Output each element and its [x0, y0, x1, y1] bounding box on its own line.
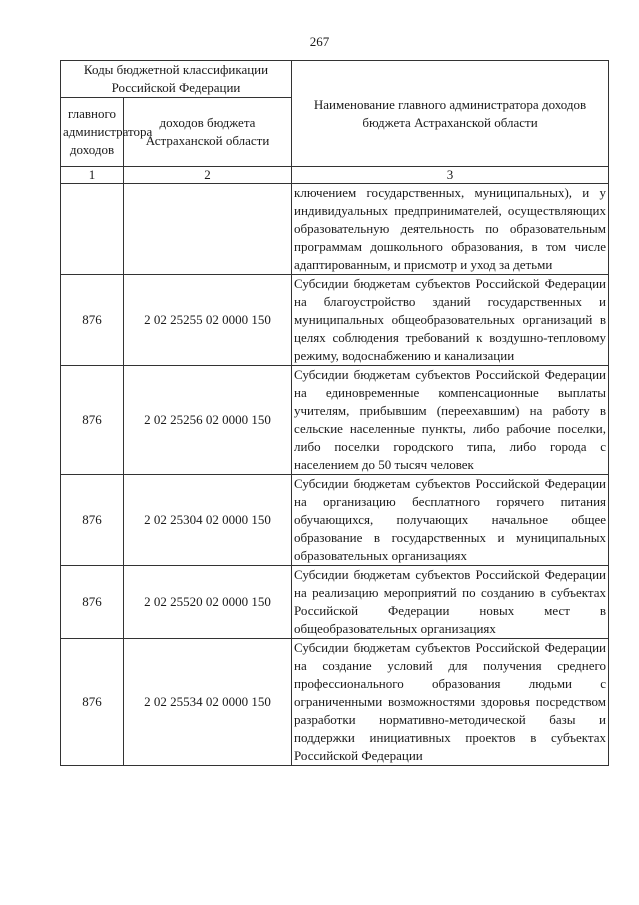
income-code-cell: 2 02 25304 02 0000 150 — [124, 475, 292, 566]
income-code-cell: 2 02 25534 02 0000 150 — [124, 639, 292, 766]
admin-code-cell: 876 — [61, 639, 124, 766]
header-name-column: Наименование главного администратора доходов бюджета Астраханской области — [292, 61, 609, 167]
table-row — [61, 366, 609, 475]
admin-code-cell: 876 — [61, 275, 124, 366]
admin-code-cell — [61, 184, 124, 275]
income-code-cell — [124, 184, 292, 275]
table-row — [61, 184, 609, 275]
description-cell: Субсидии бюджетам субъектов Российской Федерации на реализацию мероприятий по созданию в субъектах Российской Федерации новых мест в общеобразовательных организациях — [292, 566, 609, 639]
budget-classification-table — [60, 60, 609, 766]
description-cell: ключением государственных, муниципальных), и у индивидуальных предпринимателей, осуществляющих образовательную деятельность по образовательным программам дошкольного образования, в том числе адаптированным, и присмотр и уход за детьми — [292, 184, 609, 275]
description-cell: Субсидии бюджетам субъектов Российской Федерации на организацию бесплатного горячего питания обучающихся, получающих начальное общее образование в государственных и муниципальных образовательных организациях — [292, 475, 609, 566]
description-cell: Субсидии бюджетам субъектов Российской Федерации на создание условий для получения среднего профессионального образования людьми с ограниченными возможностями здоровья посредством разработки нормативно-методической базы и поддержки инициативных проектов в субъектах Российской Федерации — [292, 639, 609, 766]
header-group-title: Коды бюджетной классификации Российской Федерации — [61, 61, 292, 98]
description-cell: Субсидии бюджетам субъектов Российской Федерации на единовременные компенсационные выплаты учителям, прибывшим (переехавшим) на работу в сельские населенные пункты, либо рабочие поселки, либо поселки городского типа, либо города с населением до 50 тысяч человек — [292, 366, 609, 475]
table-row — [61, 475, 609, 566]
header-income-column: доходов бюджета Астраханской области — [124, 98, 292, 167]
table-row — [61, 275, 609, 366]
table-row — [61, 639, 609, 766]
table-row — [61, 566, 609, 639]
column-number: 2 — [124, 167, 292, 184]
admin-code-cell: 876 — [61, 475, 124, 566]
income-code-cell: 2 02 25255 02 0000 150 — [124, 275, 292, 366]
column-number: 1 — [61, 167, 124, 184]
header-admin-column: главного администратора доходов — [61, 98, 124, 167]
description-cell: Субсидии бюджетам субъектов Российской Федерации на благоустройство зданий государственных и муниципальных общеобразовательных организаций в целях соблюдения требований к воздушно-тепловому режиму, водоснабжению и канализации — [292, 275, 609, 366]
admin-code-cell: 876 — [61, 366, 124, 475]
income-code-cell: 2 02 25256 02 0000 150 — [124, 366, 292, 475]
income-code-cell: 2 02 25520 02 0000 150 — [124, 566, 292, 639]
page-number: 267 — [309, 34, 330, 49]
admin-code-cell: 876 — [61, 566, 124, 639]
column-number: 3 — [292, 167, 609, 184]
